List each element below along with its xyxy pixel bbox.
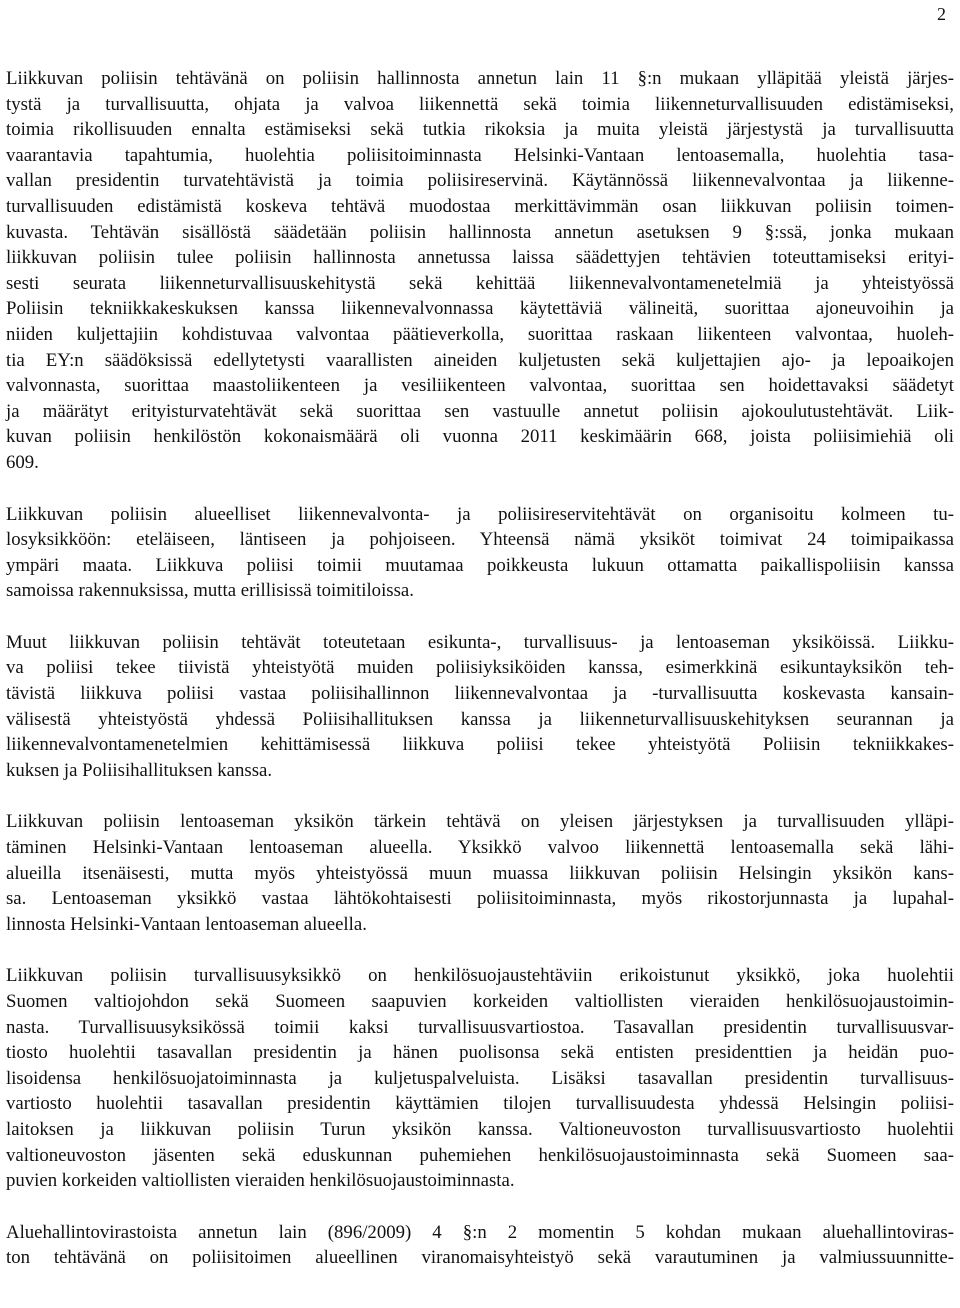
text-line: Liikkuvan poliisin lentoaseman yksikön tärkein tehtävä on yleisen järjestyksen ja turvallisuuden ylläpi-	[6, 811, 954, 833]
text-line: kuksen ja Poliisihallituksen kanssa.	[6, 759, 273, 781]
text-line: valtioneuvoston jäsenten sekä eduskunnan puhemiehen henkilösuojaustoiminnasta sekä Suomeen saa-	[6, 1144, 954, 1166]
paragraph	[6, 809, 954, 937]
text-line: 609.	[6, 451, 39, 473]
page-number: 2	[937, 4, 946, 24]
text-line: tiosto huolehtii tasavallan presidentin ja hänen puolisonsa sekä entisten presidenttien ja heidän puo-	[6, 1042, 954, 1064]
text-line: Muut liikkuvan poliisin tehtävät toteutetaan esikunta-, turvallisuus- ja lentoaseman yksiköissä. Liikku-	[6, 631, 954, 653]
text-line: täminen Helsinki-Vantaan lentoaseman alueella. Yksikkö valvoo liikennettä lentoasemalla sekä lähi-	[6, 837, 954, 859]
text-line: sa. Lentoaseman yksikkö vastaa lähtökohtaisesti poliisitoiminnasta, myös rikostorjunnasta ja lupahal-	[6, 888, 954, 910]
text-line: puvien korkeiden valtiollisten vieraiden henkilösuojaustoiminnasta.	[6, 1170, 515, 1192]
text-line: niiden kuljettajiin kohdistuvaa valvontaa päätieverkolla, suorittaa raskaan liikenteen valvontaa, huoleh-	[6, 323, 954, 345]
text-line: Liikkuvan poliisin turvallisuusyksikkö on henkilösuojaustehtäviin erikoistunut yksikkö, joka huolehtii	[6, 965, 954, 987]
text-line: nasta. Turvallisuusyksikössä toimii kaksi turvallisuusvartiostoa. Tasavallan presidentin turvallisuusvar-	[6, 1016, 954, 1038]
paragraph	[6, 963, 954, 1193]
text-line: vallan presidentin turvatehtävistä ja toimia poliisireservinä. Käytännössä liikennevalvontaa ja liikenne-	[6, 170, 954, 192]
text-line: liikkuvan poliisin tulee poliisin hallinnosta annetussa laissa säädettyjen tehtävien toteuttamiseksi erityi-	[6, 247, 954, 269]
text-line: valvonnasta, suorittaa maastoliikenteen ja vesiliikenteen valvontaa, suorittaa sen hoidettavaksi säädetyt	[6, 375, 954, 397]
text-line: kuvasta. Tehtävän sisällöstä säädetään poliisin hallinnosta annetun asetuksen 9 §:ssä, jonka mukaan	[6, 221, 954, 243]
text-line: tävistä liikkuva poliisi vastaa poliisihallinnon liikennevalvontaa ja -turvallisuutta koskevasta kansain-	[6, 683, 954, 705]
paragraph	[6, 502, 954, 604]
text-line: Poliisin tekniikkakeskuksen kanssa liikennevalvonnassa käytettäviä välineitä, suorittaa ajoneuvoihin ja	[6, 298, 954, 320]
text-line: Liikkuvan poliisin alueelliset liikennevalvonta- ja poliisireservitehtävät on organisoitu kolmeen tu-	[6, 503, 954, 525]
text-line: va poliisi tekee tiivistä yhteistyötä muiden poliisiyksiköiden kanssa, esimerkkinä esikuntayksikön teh-	[6, 657, 954, 679]
text-line: toimia rikollisuuden ennalta estämiseksi sekä tutkia rikoksia ja muita yleistä järjestystä ja turvallisuutta	[6, 119, 954, 141]
text-line: ympäri maata. Liikkuva poliisi toimii muutamaa poikkeusta lukuun ottamatta paikallispoliisin kanssa	[6, 554, 954, 576]
text-line: turvallisuuden edistämistä koskeva tehtävä muodostaa merkittävimmän osan liikkuvan poliisin toimen-	[6, 195, 954, 217]
text-line: samoissa rakennuksissa, mutta erillisissä toimitiloissa.	[6, 580, 414, 602]
text-line: kuvan poliisin henkilöstön kokonaismäärä oli vuonna 2011 keskimäärin 668, joista poliisimiehiä oli	[6, 426, 954, 448]
text-line: laitoksen ja liikkuvan poliisin Turun yksikön kanssa. Valtioneuvoston turvallisuusvartiosto huolehtii	[6, 1118, 954, 1140]
text-line: tystä ja turvallisuutta, ohjata ja valvoa liikennettä sekä toimia liikenneturvallisuuden edistämiseksi,	[6, 93, 954, 115]
text-line: Suomen valtiojohdon sekä Suomeen saapuvien korkeiden valtiollisten vieraiden henkilösuojaustoimin-	[6, 991, 954, 1012]
text-line: linnosta Helsinki-Vantaan lentoaseman alueella.	[6, 913, 367, 935]
text-line: välisestä yhteistyöstä yhdessä Poliisihallituksen kanssa ja liikenneturvallisuuskehityksen seurannan ja	[6, 708, 954, 730]
text-line: lisoidensa henkilösuojatoiminnasta ja kuljetuspalveluista. Lisäksi tasavallan presidentin turvallisuus-	[6, 1067, 954, 1089]
text-line: ja määrätyt erityisturvatehtävät sekä suorittaa sen vastuulle annetut poliisin ajokoulutustehtävät. Liik-	[6, 400, 954, 422]
body-text	[6, 66, 954, 1297]
text-line: vartiosto huolehtii tasavallan presidentin käyttämien tilojen turvallisuudesta yhdessä Helsingin poliisi-	[6, 1093, 954, 1115]
text-line: tia EY:n säädöksissä edellytetysti vaarallisten aineiden kuljetusten sekä kuljettajien ajo- ja lepoaikojen	[6, 349, 954, 371]
text-line: ton tehtävänä on poliisitoimen alueellinen viranomaisyhteistyö sekä varautuminen ja valmiussuunnitte-	[6, 1247, 954, 1269]
paragraph	[6, 66, 954, 476]
paragraph	[6, 630, 954, 784]
text-line: sesti seurata liikenneturvallisuuskehitystä sekä kehittää liikennevalvontamenetelmiä ja yhteistyössä	[6, 272, 954, 294]
paragraph	[6, 1220, 954, 1271]
text-line: losyksikköön: eteläiseen, läntiseen ja pohjoiseen. Yhteensä nämä yksiköt toimivat 24 toimipaikassa	[6, 529, 954, 551]
text-line: liikennevalvontamenetelmien kehittämisessä liikkuva poliisi tekee yhteistyötä Poliisin tekniikkakes-	[6, 734, 954, 756]
text-line: vaarantavia tapahtumia, huolehtia poliisitoiminnasta Helsinki-Vantaan lentoasemalla, huolehtia tasa-	[6, 144, 954, 166]
text-line: Aluehallintovirastoista annetun lain (896/2009) 4 §:n 2 momentin 5 kohdan mukaan aluehallintoviras-	[6, 1221, 954, 1243]
text-line: Liikkuvan poliisin tehtävänä on poliisin hallinnosta annetun lain 11 §:n mukaan ylläpitää yleistä järjes-	[6, 68, 954, 89]
text-line: alueilla itsenäisesti, mutta myös yhteistyössä muun muassa liikkuvan poliisin Helsingin yksikön kans-	[6, 862, 954, 884]
